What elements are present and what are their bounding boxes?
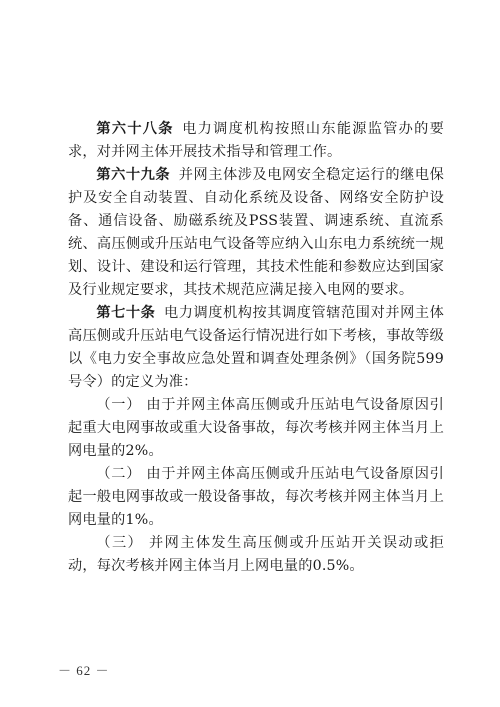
item-2: （二） 由于并网主体高压侧或升压站电气设备原因引起一般电网事故或一般设备事故，每次考核并网主体当月上网电量的1%。 — [68, 466, 444, 528]
article-69-body: 并网主体涉及电网安全稳定运行的继电保护及安全自动装置、自动化系统及设备、网络安全防护设备、通信设备、励磁系统及PSS装置、调速系统、直流系统、高压侧或升压站电气设备等应纳入山东电力系统统一规划、设计、建设和运行管理，其技术性能和参数应达到国家及行业规定要求，其技术规范应满足接入电网的要求。 — [68, 167, 444, 298]
article-69-title: 第六十九条 — [96, 167, 171, 183]
article-68-title: 第六十八条 — [96, 121, 174, 137]
article-69 — [68, 164, 444, 302]
article-70 — [68, 302, 444, 394]
article-68 — [68, 118, 444, 164]
item-3: （三） 并网主体发生高压侧或升压站开关误动或拒动，每次考核并网主体当月上网电量的0.5%。 — [68, 535, 444, 574]
article-70-title: 第七十条 — [96, 305, 156, 321]
article-68-body: 电力调度机构按照山东能源监管办的要求，对并网主体开展技术指导和管理工作。 — [68, 121, 444, 160]
item-1: （一） 由于并网主体高压侧或升压站电气设备原因引起重大电网事故或重大设备事故，每次考核并网主体当月上网电量的2%。 — [68, 397, 444, 459]
page-number: － 62 － — [58, 663, 110, 678]
article-70-body: 电力调度机构按其调度管辖范围对并网主体高压侧或升压站电气设备运行情况进行如下考核，事故等级以《电力安全事故应急处置和调查处理条例》（国务院599号令）的定义为准： — [68, 305, 444, 390]
document-page — [68, 118, 444, 578]
